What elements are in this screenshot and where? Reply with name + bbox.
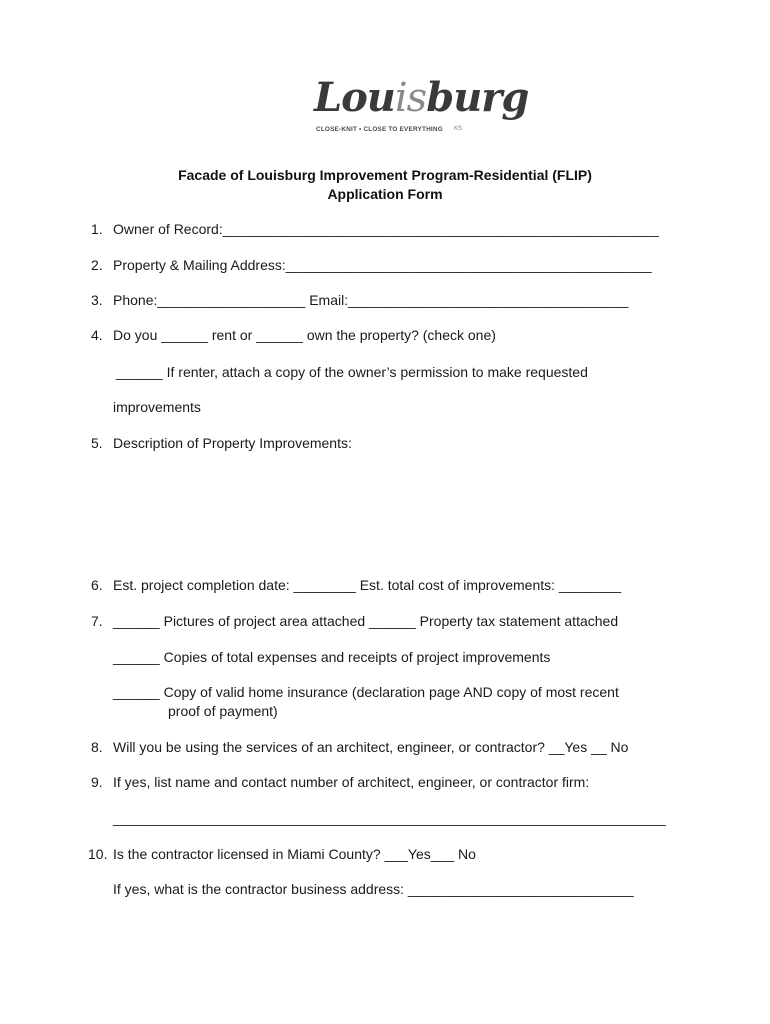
logo-word-end: burg [426,74,529,121]
property-address-field[interactable]: Property & Mailing Address:_______________________________________________ [113,257,652,273]
insurance-checklist[interactable]: ______ Copy of valid home insurance (declaration page AND copy of most recent [113,684,619,700]
description-area[interactable] [113,456,673,566]
logo-wordmark [314,74,528,121]
firm-contact-label: If yes, list name and contact number of architect, engineer, or contractor firm: [113,774,590,790]
form-title: Facade of Louisburg Improvement Program-Residential (FLIP) [178,167,592,183]
item-2-number: 2. [91,257,103,273]
item-6-number: 6. [91,577,103,593]
renter-permission-continued: improvements [113,399,201,415]
pictures-tax-checklist[interactable]: ______ Pictures of project area attached ______ Property tax statement attached [113,613,619,629]
item-1-number: 1. [91,221,103,237]
logo-word-is: is [394,75,427,121]
item-4-number: 4. [91,327,103,343]
licensed-yes-no-field[interactable]: Is the contractor licensed in Miami County? ___Yes___ No [113,846,476,862]
owner-of-record-field[interactable]: Owner of Record:________________________________________________________ [113,221,659,237]
phone-email-field[interactable]: Phone:___________________ Email:____________________________________ [113,292,629,308]
contractor-address-field[interactable]: If yes, what is the contractor business address: _____________________________ [113,881,634,897]
item-5-number: 5. [91,435,103,451]
item-9-number: 9. [91,774,103,790]
item-8-number: 8. [91,739,103,755]
form-subtitle: Application Form [327,186,443,202]
logo-word-start: Lou [314,74,395,121]
insurance-checklist-continued: proof of payment) [168,703,278,719]
services-yes-no-field[interactable]: Will you be using the services of an architect, engineer, or contractor? __Yes __ No [113,739,629,755]
logo-tagline: CLOSE-KNIT • CLOSE TO EVERYTHING [316,126,443,133]
description-label: Description of Property Improvements: [113,435,352,451]
firm-contact-field[interactable]: _______________________________________________________________________ [113,810,666,826]
item-3-number: 3. [91,292,103,308]
item-10-number: 10. [88,846,108,862]
logo-state: KS [454,126,463,132]
expenses-checklist[interactable]: ______ Copies of total expenses and receipts of project improvements [113,649,551,665]
item-7-number: 7. [91,613,103,629]
completion-cost-field[interactable]: Est. project completion date: ________ Est. total cost of improvements: ________ [113,577,622,593]
louisburg-logo [312,74,529,138]
rent-own-field[interactable]: Do you ______ rent or ______ own the property? (check one) [113,327,496,343]
renter-permission-field[interactable]: ______ If renter, attach a copy of the owner’s permission to make requested [116,364,588,380]
